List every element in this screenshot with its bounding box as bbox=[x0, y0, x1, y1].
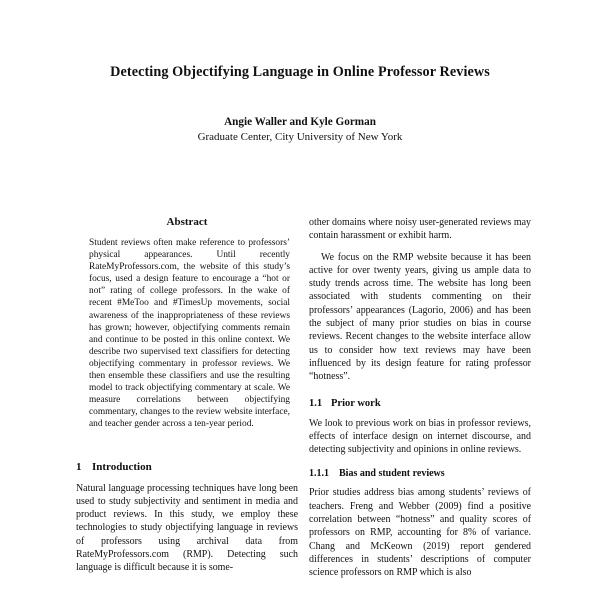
subsection-title: Prior work bbox=[331, 397, 381, 409]
prior-work-heading bbox=[309, 398, 531, 409]
subsubsection-title: Bias and student reviews bbox=[339, 468, 445, 480]
paper-affiliation: Graduate Center, City University of New York bbox=[197, 131, 403, 143]
prior-work-paragraph: We look to previous work on bias in professor reviews, effects of interface design on internet discourse, and detecting subjectivity and opinions in online reviews. bbox=[309, 417, 531, 456]
section-number: 1 bbox=[76, 460, 82, 473]
right-column bbox=[309, 216, 531, 580]
bias-heading bbox=[309, 468, 531, 479]
subsection-number: 1.1 bbox=[309, 397, 323, 409]
bias-paragraph: Prior studies address bias among students’ reviews of teachers. Freng and Webber (2009) find a positive correlation between “hotness” and quality scores of professors on RMP, accounting for 8% of variance. Chang and McKeown (2019) report gendered differences in students’ descriptions of computer science professors on RMP which is also bbox=[309, 487, 531, 579]
abstract-text: Student reviews often make reference to professors’ physical appearances. Until recently RateMyProfessors.com, the website of this study’s focus, used a design feature to encourage a “hot or not” rating of college professors. In the wake of recent #MeToo and #TimesUp movements, social awareness of the inappropriateness of these reviews has grown; however, objectifying comments remain and continue to be posted in this online context. We describe two supervised text classifiers for detecting objectifying commentary in professor reviews. We then ensemble these classifiers and use the resulting model to track objectifying commentary at scale. We measure correlations between objectifying commentary, changes to the review website interface, and teacher gender across a ten-year period. bbox=[89, 238, 290, 430]
section-title: Introduction bbox=[92, 460, 152, 473]
abstract-heading: Abstract bbox=[166, 216, 208, 228]
paper-authors: Angie Waller and Kyle Gorman bbox=[224, 116, 376, 128]
rmp-focus-paragraph: We focus on the RMP website because it has been active for over twenty years, giving us ample data to study trends across time. The website has long been associated with students commenting on their professors’ appearances (Lagorio, 2006) and has been the subject of many prior studies on bias in course reviews. Recent changes to the website interface allow us to consider how text reviews may have been influenced by its design feature for rating professor “hotness”. bbox=[309, 251, 531, 383]
introduction-heading bbox=[76, 461, 298, 473]
introduction-paragraph: Natural language processing techniques have long been used to study subjectivity and sentiment in media and product reviews. In this study, we employ these technologies to study objectifying language in reviews of professors using archival data from RateMyProfessors.com (RMP). Detecting such language is difficult because it is some- bbox=[76, 482, 298, 574]
paper-title: Detecting Objectifying Language in Online Professor Reviews bbox=[110, 64, 490, 80]
left-column bbox=[76, 216, 298, 575]
continued-paragraph: other domains where noisy user-generated reviews may contain harassment or exhibit harm. bbox=[309, 217, 531, 242]
subsubsection-number: 1.1.1 bbox=[309, 468, 329, 480]
